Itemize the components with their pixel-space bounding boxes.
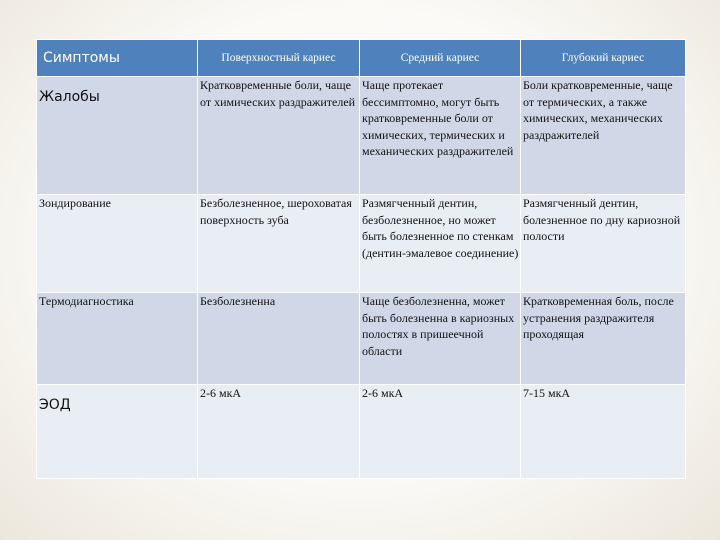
table-row [37,77,686,195]
row-label-complaints: Жалобы [37,77,198,195]
cell-medium: Чаще безболезненна, может быть болезненна в кариозных полостях в пришеечной области [360,293,521,385]
cell-medium: Размягченный дентин, безболезненное, но может быть болезненное по стенкам (дентин-эмалевое соединение) [360,195,521,293]
cell-deep: Кратковременная боль, после устранения раздражителя проходящая [521,293,686,385]
cell-deep: 7-15 мкА [521,385,686,479]
cell-deep: Боли кратковременные, чаще от термических, а также химических, механических раздражителей [521,77,686,195]
cell-superficial: Кратковременные боли, чаще от химических раздражителей [198,77,360,195]
table-row [37,293,686,385]
cell-superficial: Безболезненное, шероховатая поверхность зуба [198,195,360,293]
header-medium-caries: Средний кариес [360,40,521,77]
cell-medium: 2-6 мкА [360,385,521,479]
caries-symptoms-table [36,39,686,479]
cell-superficial: 2-6 мкА [198,385,360,479]
table-row [37,385,686,479]
header-row [37,40,686,77]
header-superficial-caries: Поверхностный кариес [198,40,360,77]
cell-medium: Чаще протекает бессимптомно, могут быть кратковременные боли от химических, термических и механических раздражителей [360,77,521,195]
cell-deep: Размягченный дентин, болезненное по дну кариозной полости [521,195,686,293]
header-deep-caries: Глубокий кариес [521,40,686,77]
table-row [37,195,686,293]
row-label-thermal: Термодиагностика [37,293,198,385]
header-symptoms: Симптомы [37,40,198,77]
row-label-eod: ЭОД [37,385,198,479]
cell-superficial: Безболезненна [198,293,360,385]
row-label-probing: Зондирование [37,195,198,293]
